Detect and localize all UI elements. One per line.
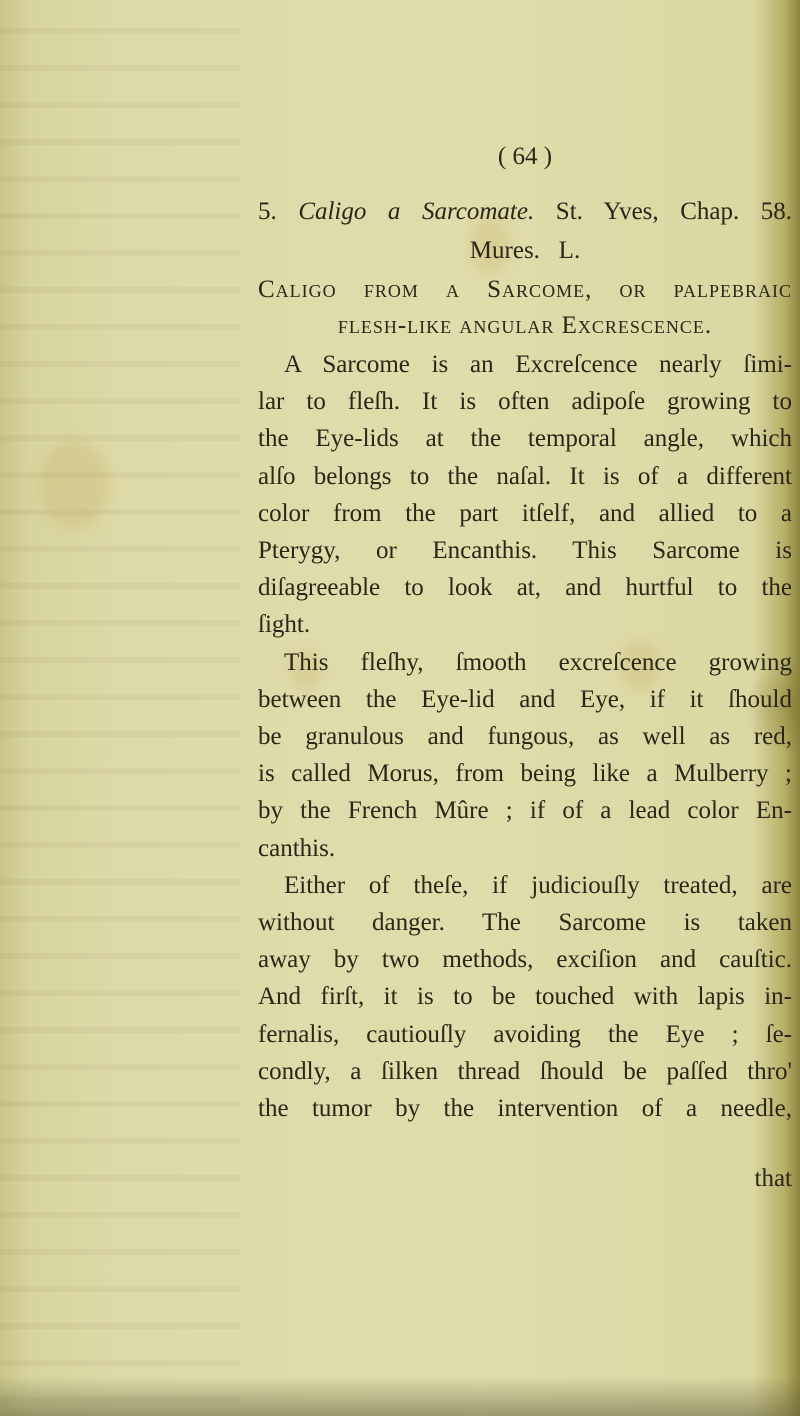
section-heading	[258, 197, 792, 227]
text-line: is called Morus, from being like a Mulberry ;	[258, 760, 792, 788]
text-line: Pterygy, or Encanthis. This Sarcome is	[258, 537, 792, 564]
text-line: condly, a ſilken thread ſhould be paſſed thro'	[258, 1057, 792, 1085]
text-line: between the Eye-lid and Eye, if it ſhould	[258, 685, 792, 713]
text-line: canthis.	[258, 834, 336, 862]
subtitle-line-2: flesh-like angular Excrescence.	[337, 312, 713, 339]
page-bottom-edge	[0, 1376, 800, 1416]
section-title: Caligo a Sarcomate.	[298, 198, 535, 225]
text-line: the tumor by the intervention of a needle,	[258, 1095, 792, 1122]
text-line: ſight.	[258, 611, 311, 639]
text-line: away by two methods, exciſion and cauſtic.	[258, 946, 792, 974]
text-line: diſagreeable to look at, and hurtful to the	[258, 574, 792, 602]
text-line: A Sarcome is an Excreſcence nearly ſimi-	[284, 351, 792, 378]
heading-line-2: Mures. L.	[469, 237, 581, 264]
text-line: be granulous and fungous, as well as red,	[258, 723, 792, 750]
show-through-text	[0, 0, 240, 1416]
text-line: fernalis, cautiouſly avoiding the Eye ; ſe-	[258, 1020, 792, 1048]
page-number: ( 64 )	[497, 143, 553, 170]
text-line: lar to fleſh. It is often adipoſe growing to	[258, 388, 792, 416]
text-line: without danger. The Sarcome is taken	[258, 909, 792, 936]
text-line: the Eye-lids at the temporal angle, which	[258, 425, 792, 453]
text-line: Either of theſe, if judiciouſly treated, are	[284, 871, 792, 899]
foxing-stain	[40, 440, 110, 530]
subtitle-line-1: Caligo from a Sarcome, or palpebraic	[258, 276, 792, 303]
text-line: And firſt, it is to be touched with lapis in-	[258, 983, 792, 1011]
text-line: color from the part itſelf, and allied to a	[258, 499, 792, 527]
text-line: alſo belongs to the naſal. It is of a different	[258, 462, 792, 490]
catchword: that	[754, 1165, 792, 1192]
section-number: 5.	[258, 198, 277, 225]
text-line: by the French Mûre ; if of a lead color En-	[258, 797, 792, 825]
section-reference: St. Yves, Chap. 58.	[555, 198, 793, 225]
text-line: This fleſhy, ſmooth excreſcence growing	[284, 648, 792, 676]
